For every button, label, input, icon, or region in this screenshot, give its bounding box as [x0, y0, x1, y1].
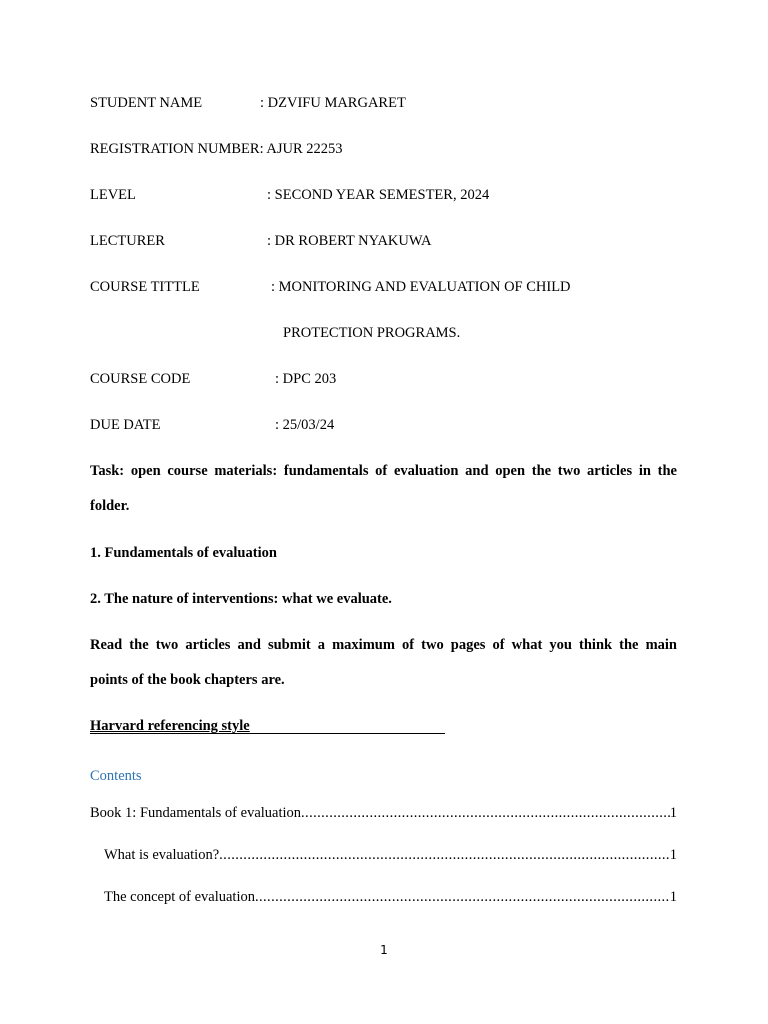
toc-entry-page: 1	[669, 847, 677, 863]
toc-entry[interactable]	[104, 846, 677, 864]
course-code-label: COURSE CODE	[90, 371, 191, 387]
task-item-1: 1. Fundamentals of evaluation	[90, 545, 277, 561]
toc-entry-text: What is evaluation?	[104, 847, 220, 863]
toc-leader-dots	[255, 888, 670, 906]
instruction-line1: Read the two articles and submit a maximum of two pages of what you think the main	[90, 637, 677, 653]
course-code-value: : DPC 203	[275, 371, 337, 387]
toc-entry-page: 1	[669, 889, 677, 905]
referencing-style-heading	[90, 717, 445, 734]
task-item-2: 2. The nature of interventions: what we evaluate.	[90, 591, 392, 607]
lecturer-label: LECTURER	[90, 233, 165, 249]
level-label: LEVEL	[90, 187, 136, 203]
toc-entry-page: 1	[669, 805, 677, 821]
course-title-value-continued: PROTECTION PROGRAMS.	[283, 325, 461, 341]
due-date-value: : 25/03/24	[275, 417, 335, 433]
toc-entry[interactable]	[90, 804, 677, 822]
toc-leader-dots	[301, 804, 670, 822]
lecturer-value: : DR ROBERT NYAKUWA	[267, 233, 432, 249]
task-text-line1: Task: open course materials: fundamentals of evaluation and open the two articles in the	[90, 463, 677, 479]
toc-entry-text: Book 1: Fundamentals of evaluation	[90, 805, 302, 821]
task-text-line2: folder.	[90, 498, 130, 514]
course-title-label: COURSE TITTLE	[90, 279, 200, 295]
registration-number: REGISTRATION NUMBER: AJUR 22253	[90, 141, 343, 157]
level-value: : SECOND YEAR SEMESTER, 2024	[267, 187, 490, 203]
page-number: 1	[380, 943, 388, 957]
course-title-value: : MONITORING AND EVALUATION OF CHILD	[271, 279, 571, 295]
referencing-style-text: Harvard referencing style	[90, 718, 250, 734]
student-name-label: STUDENT NAME	[90, 95, 203, 111]
toc-entry[interactable]	[104, 888, 677, 906]
student-name-value: : DZVIFU MARGARET	[260, 95, 406, 111]
instruction-line2: points of the book chapters are.	[90, 672, 285, 688]
due-date-label: DUE DATE	[90, 417, 161, 433]
toc-leader-dots	[219, 846, 670, 864]
contents-heading: Contents	[90, 768, 142, 784]
toc-entry-text: The concept of evaluation	[104, 889, 255, 905]
